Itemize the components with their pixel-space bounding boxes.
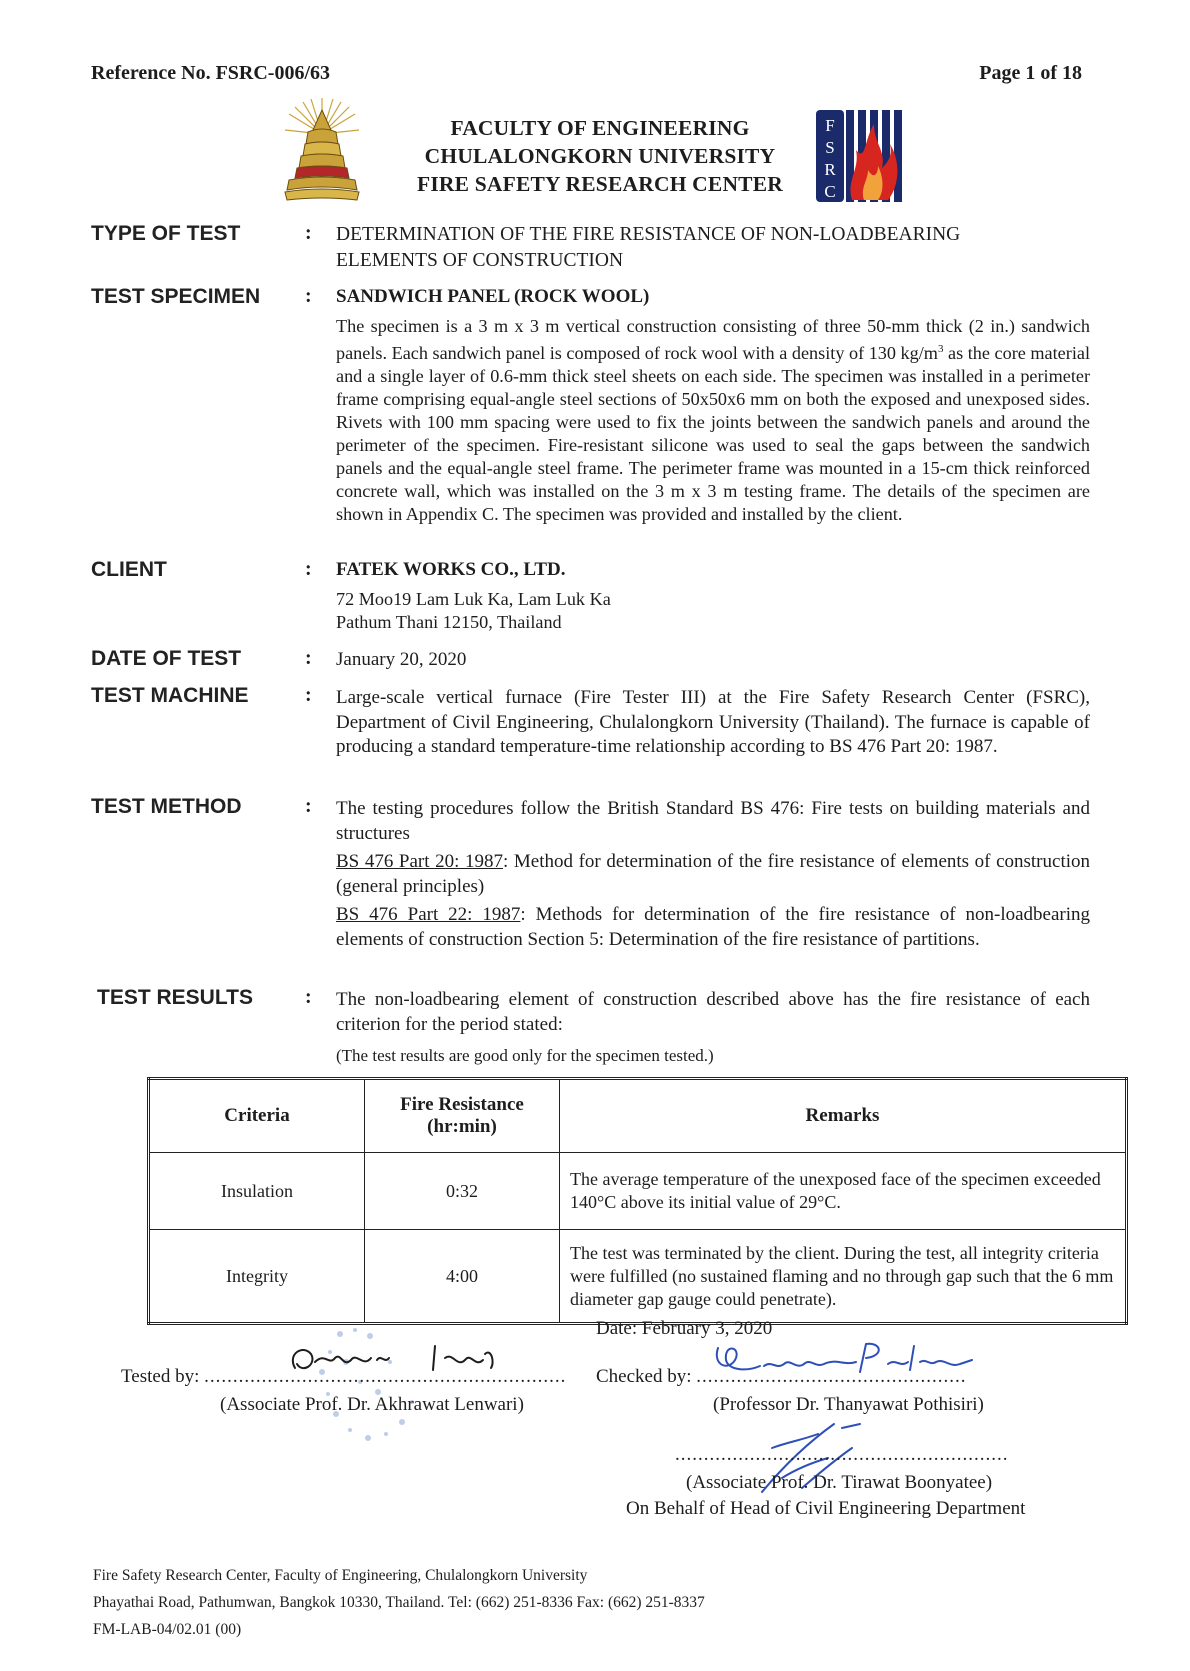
fsrc-logo bbox=[816, 110, 908, 202]
footer-line-2: Phayathai Road, Pathumwan, Bangkok 10330, Thailand. Tel: (662) 251-8336 Fax: (662) 251-8337 bbox=[93, 1594, 705, 1611]
client-address-line-1: 72 Moo19 Lam Luk Ka, Lam Luk Ka bbox=[336, 589, 611, 609]
fire-resistance-header-line-1: Fire Resistance bbox=[400, 1094, 524, 1115]
standard-1-code: BS 476 Part 20: 1987 bbox=[336, 851, 503, 872]
client-address bbox=[336, 588, 1090, 634]
test-method-standard-1 bbox=[336, 850, 1090, 899]
test-specimen-colon: : bbox=[305, 285, 312, 307]
checked-by-signature bbox=[710, 1336, 1010, 1382]
client-address-line-2: Pathum Thani 12150, Thailand bbox=[336, 612, 562, 632]
test-specimen-label: TEST SPECIMEN bbox=[91, 285, 261, 308]
org-line-center: FIRE SAFETY RESEARCH CENTER bbox=[417, 172, 783, 196]
results-table bbox=[147, 1077, 1128, 1325]
test-method-value bbox=[336, 797, 1090, 956]
client-label: CLIENT bbox=[91, 558, 167, 581]
table-row bbox=[149, 1153, 1127, 1230]
chulalongkorn-seal-logo bbox=[283, 96, 361, 204]
specimen-text-part-2: as the core material and a single layer of 0.6-mm thick steel sheets on each side. The specimen was installed in a perimeter frame comprising equal-angle steel sections of 50x50x6 mm on both the exposed and unexposed sides. Rivets with 100 mm spacing were used to fix the joints between the sandwich panels and around the perimeter of the specimen. Fire-resistant silicone was used to seal the gaps between the sandwich panels and the equal-angle steel frame. The perimeter frame was mounted in a 15-cm thick reinforced concrete wall, which was installed on the 3 m x 3 m testing frame. The details of the specimen are shown in Appendix C. The specimen was provided and installed by the client. bbox=[336, 343, 1090, 525]
checked-by-dots: ............................................... bbox=[696, 1366, 967, 1387]
fsrc-logo-letter-s: S bbox=[825, 138, 835, 157]
client-colon: : bbox=[305, 558, 312, 580]
test-specimen-title: SANDWICH PANEL (ROCK WOOL) bbox=[336, 286, 650, 307]
specimen-text-part-1: The specimen is a 3 m x 3 m vertical construction consisting of three 50-mm thick (2 in.) sandwich panels. Each sandwich panel is composed of rock wool with a density of 130 kg/m bbox=[336, 316, 1090, 364]
table-row bbox=[149, 1230, 1127, 1324]
approver-dots bbox=[675, 1444, 1009, 1466]
type-of-test-line-2: ELEMENTS OF CONSTRUCTION bbox=[336, 250, 624, 271]
test-machine-value: Large-scale vertical furnace (Fire Tester III) at the Fire Safety Research Center (FSRC), Department of Civil Engineering, Chulalongkorn University (Thailand). The furnace is capable of producing a standard temperature-time relationship according to BS 476 Part 20: 1987. bbox=[336, 687, 1090, 757]
date-of-test-value: January 20, 2020 bbox=[336, 649, 467, 670]
fsrc-logo-letter-f: F bbox=[825, 116, 835, 135]
org-line-university: CHULALONGKORN UNIVERSITY bbox=[424, 144, 776, 168]
client-name: FATEK WORKS CO., LTD. bbox=[336, 559, 566, 580]
type-of-test-value bbox=[336, 222, 1090, 274]
tested-by-name: (Associate Prof. Dr. Akhrawat Lenwari) bbox=[220, 1394, 524, 1415]
test-results-label: TEST RESULTS bbox=[97, 986, 253, 1009]
type-of-test-line-1: DETERMINATION OF THE FIRE RESISTANCE OF NON-LOADBEARING bbox=[336, 224, 961, 245]
checked-by-name: (Professor Dr. Thanyawat Pothisiri) bbox=[713, 1394, 984, 1415]
test-results-note: (The test results are good only for the specimen tested.) bbox=[336, 1046, 714, 1065]
standard-2-text: : Methods for determination of the fire resistance of non-loadbearing elements of construction Section 5: Determination of the fire resistance of partitions. bbox=[336, 904, 1091, 950]
criteria-cell: Integrity bbox=[149, 1230, 365, 1324]
tested-by-label: Tested by: bbox=[121, 1366, 200, 1387]
type-of-test-label: TYPE OF TEST bbox=[91, 222, 241, 245]
test-machine-colon: : bbox=[305, 684, 312, 706]
page-number: Page 1 of 18 bbox=[979, 62, 1082, 84]
footer-form-code: FM-LAB-04/02.01 (00) bbox=[93, 1621, 242, 1638]
results-table-header bbox=[149, 1079, 1127, 1153]
org-line-faculty: FACULTY OF ENGINEERING bbox=[450, 116, 750, 140]
approver-role: On Behalf of Head of Civil Engineering Department bbox=[626, 1498, 1026, 1519]
tested-by-signature bbox=[285, 1334, 515, 1384]
type-of-test-colon: : bbox=[305, 222, 312, 244]
specimen-superscript: 3 bbox=[937, 343, 944, 355]
remarks-cell: The test was terminated by the client. During the test, all integrity criteria were fulfilled (no sustained flaming and no through gap such that the 6 mm diameter gap gauge could penetrate). bbox=[560, 1230, 1127, 1324]
standard-1-text: : Method for determination of the fire resistance of elements of construction (general principles) bbox=[336, 851, 1090, 897]
report-date: Date: February 3, 2020 bbox=[596, 1318, 773, 1339]
date-of-test-colon: : bbox=[305, 647, 312, 669]
organization-heading bbox=[380, 114, 820, 198]
tested-by-dots: ............................................................... bbox=[204, 1366, 567, 1387]
date-of-test-label: DATE OF TEST bbox=[91, 647, 242, 670]
fire-resistance-header bbox=[365, 1079, 560, 1153]
remarks-cell: The average temperature of the unexposed face of the specimen exceeded 140°C above its initial value of 29°C. bbox=[560, 1153, 1127, 1230]
fire-resistance-header-line-2: (hr:min) bbox=[427, 1116, 497, 1137]
test-specimen-description bbox=[336, 315, 1090, 526]
approver-name: (Associate Prof. Dr. Tirawat Boonyatee) bbox=[686, 1472, 993, 1493]
fsrc-logo-letter-r: R bbox=[824, 160, 836, 179]
remarks-header: Remarks bbox=[560, 1079, 1127, 1153]
approver-dots-text: .......................................................... bbox=[675, 1444, 1009, 1465]
test-method-label: TEST METHOD bbox=[91, 795, 242, 818]
test-machine-label: TEST MACHINE bbox=[91, 684, 249, 707]
criteria-cell: Insulation bbox=[149, 1153, 365, 1230]
checked-by-label: Checked by: bbox=[596, 1366, 692, 1387]
test-method-colon: : bbox=[305, 795, 312, 817]
test-results-colon: : bbox=[305, 986, 312, 1008]
criteria-header: Criteria bbox=[149, 1079, 365, 1153]
fsrc-logo-letter-c: C bbox=[824, 182, 836, 201]
test-results-text: The non-loadbearing element of construction described above has the fire resistance of each criterion for the period stated: bbox=[336, 989, 1090, 1035]
test-method-standard-2 bbox=[336, 903, 1090, 952]
reference-number: Reference No. FSRC-006/63 bbox=[91, 62, 331, 84]
footer bbox=[93, 1562, 705, 1643]
test-method-intro: The testing procedures follow the British Standard BS 476: Fire tests on building materials and structures bbox=[336, 798, 1090, 844]
standard-2-code: BS 476 Part 22: 1987 bbox=[336, 904, 521, 925]
time-cell: 0:32 bbox=[365, 1153, 560, 1230]
time-cell: 4:00 bbox=[365, 1230, 560, 1324]
footer-line-1: Fire Safety Research Center, Faculty of Engineering, Chulalongkorn University bbox=[93, 1567, 588, 1584]
